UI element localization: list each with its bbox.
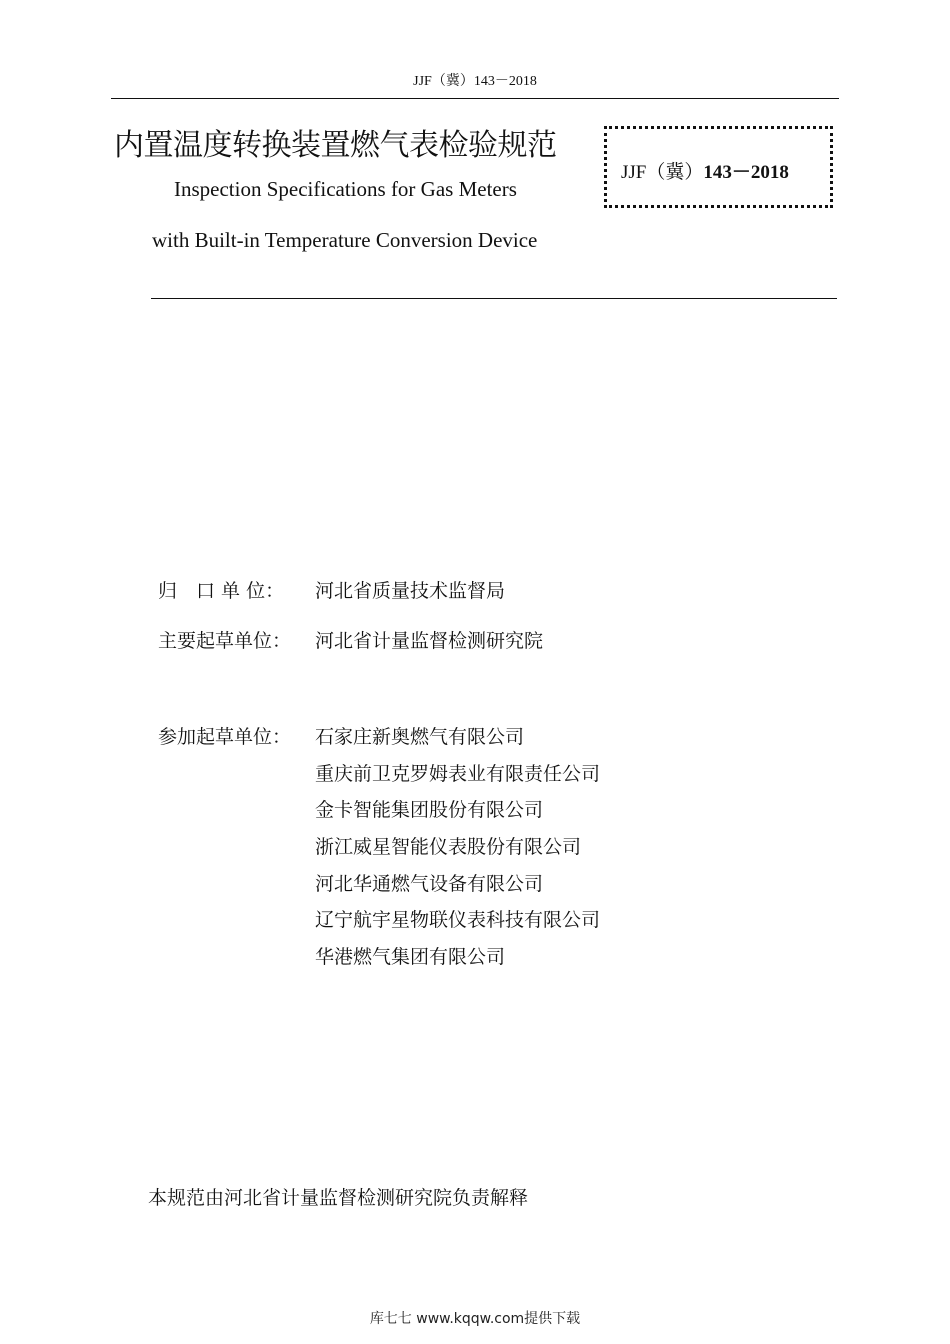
participant-item: 河北华通燃气设备有限公司 (315, 873, 544, 895)
participant-item: 辽宁航宇星物联仪表科技有限公司 (315, 909, 601, 931)
standard-code (621, 157, 789, 184)
standard-code-prefix: JJF（冀） (621, 162, 704, 183)
download-watermark: 库七七 www.kqqw.com提供下载 (369, 1311, 581, 1327)
document-title-english-line-2: with Built-in Temperature Conversion Device (152, 228, 538, 252)
standard-code-box (604, 126, 833, 208)
running-header-code: JJF（冀）143－2018 (413, 74, 537, 89)
interpretation-note: 本规范由河北省计量监督检测研究院负责解释 (148, 1187, 529, 1209)
document-title-english-line-1: Inspection Specifications for Gas Meters (174, 177, 517, 201)
header-divider (111, 98, 839, 99)
responsible-unit-label: 归 口 单 位： (158, 580, 285, 602)
title-divider (151, 298, 837, 299)
responsible-unit-value: 河北省质量技术监督局 (315, 580, 506, 602)
participant-item: 金卡智能集团股份有限公司 (315, 799, 544, 821)
document-title-chinese: 内置温度转换装置燃气表检验规范 (114, 128, 557, 163)
participant-item: 浙江威星智能仪表股份有限公司 (315, 836, 582, 858)
participant-item: 华港燃气集团有限公司 (315, 946, 506, 968)
main-drafter-value: 河北省计量监督检测研究院 (315, 630, 544, 652)
participant-item: 石家庄新奥燃气有限公司 (315, 726, 525, 748)
standard-code-number: 143－2018 (703, 162, 789, 183)
participant-item: 重庆前卫克罗姆表业有限责任公司 (315, 763, 601, 785)
main-drafter-label: 主要起草单位： (158, 630, 292, 652)
participants-label: 参加起草单位： (158, 726, 292, 748)
